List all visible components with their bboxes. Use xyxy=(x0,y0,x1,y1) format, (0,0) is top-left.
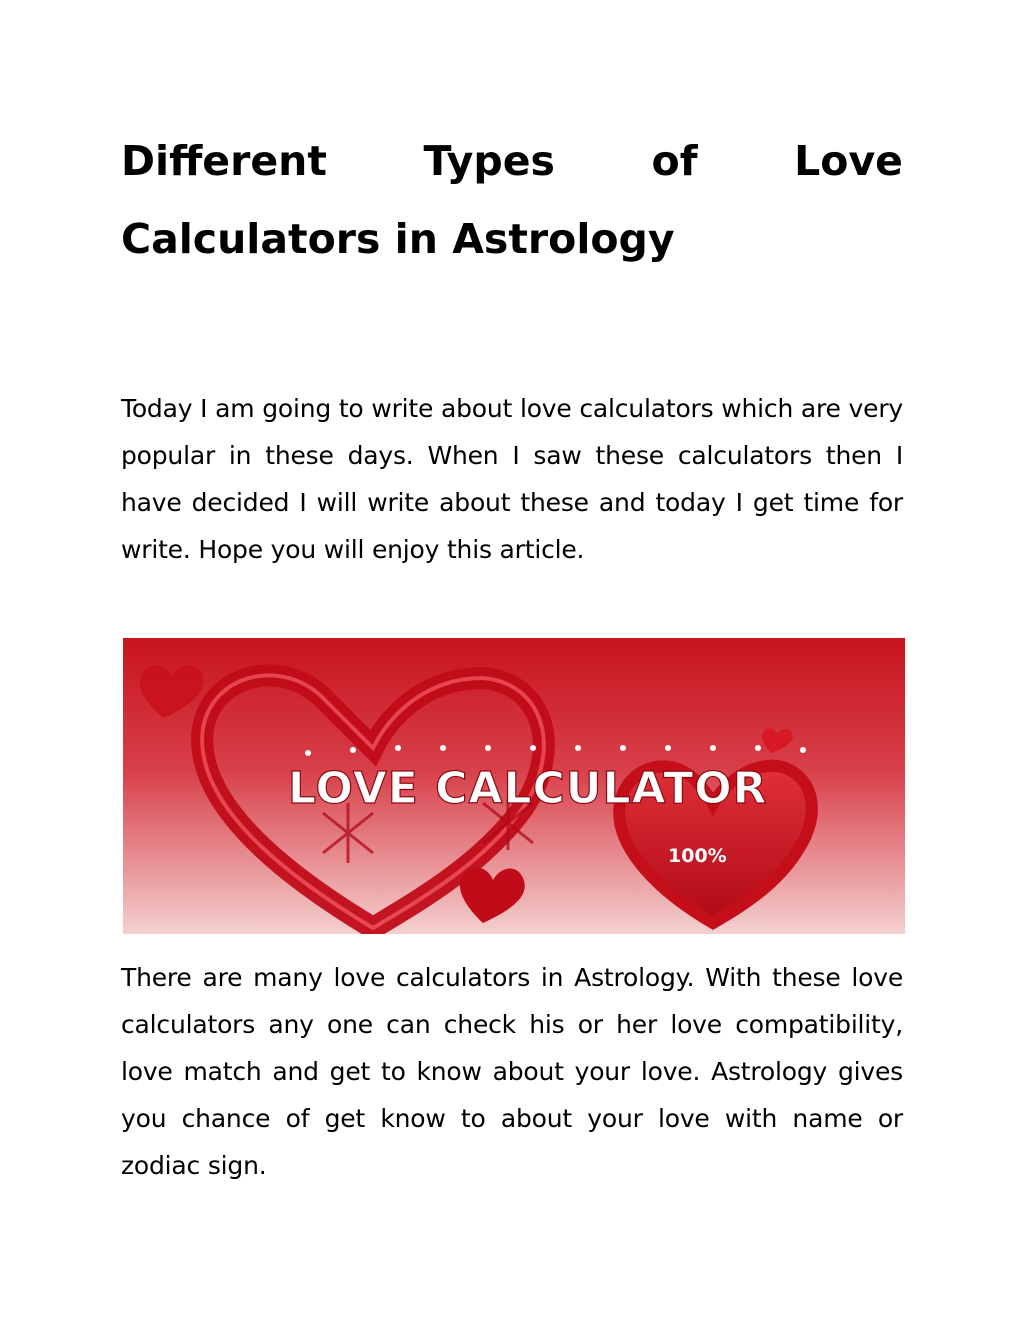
banner-heading: LOVE CALCULATOR xyxy=(288,763,768,814)
body-paragraph: There are many love calculators in Astrology. With these love calculators any one can check his or her love compatibility, love match and get to know about your love. Astrology gives you chance of get know to about your love with name or zodiac sign. xyxy=(121,963,903,1180)
page-title: Different Types of Love Calculators in Astrology xyxy=(121,137,903,263)
love-calculator-banner xyxy=(123,638,905,934)
banner-graphic xyxy=(123,638,905,934)
banner-percent: 100% xyxy=(668,845,727,867)
intro-paragraph: Today I am going to write about love calculators which are very popular in these days. When I saw these calculators then I have decided I will write about these and today I get time for write. Hope you will enjoy this article. xyxy=(121,394,903,564)
